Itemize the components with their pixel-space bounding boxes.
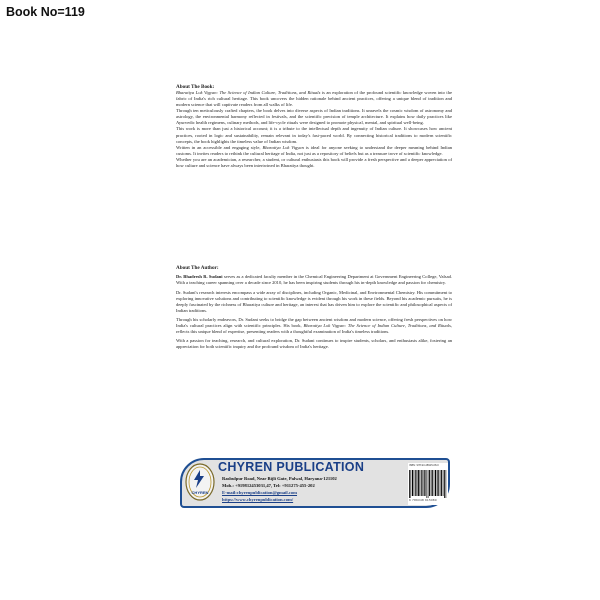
isbn-number: ISBN: 978-93-48915-08-0: [409, 464, 439, 467]
about-author-paragraph: Dr. Bhadresh R. Sudani serves as a dedicated faculty member in the Chemical Engineering Department at Government Engineering College, Valsad. With a teaching career spanning over a decade since 2010, he has been inspiring students through his in-depth knowledge and passion for chemistry.: [176, 274, 452, 286]
publisher-banner: [180, 458, 450, 508]
book-title: Bharatiya Lok Vigyan: The Science of Indian Culture, Traditions, and Rituals: [303, 323, 451, 329]
publisher-address: Rasbulpur Road, Near Bijli Gate, Palwal, Haryana-121102: [222, 476, 337, 481]
about-author-section: [176, 265, 452, 350]
book-title: Bharatiya Lok Vigyan: The Science of Indian Culture, Traditions, and Rituals: [176, 90, 321, 96]
about-author-heading: About The Author:: [176, 265, 219, 271]
about-author-paragraph: With a passion for teaching, research, and cultural exploration, Dr. Sudani continues to inspire students, scholars, and enthusiasts alike, fostering an appreciation for both scientific inquiry and the profound wisdom of India's heritage.: [176, 338, 452, 350]
publisher-email-link[interactable]: E-mail:chyrenpublication@gmail.com: [222, 490, 298, 495]
about-author-paragraph: Through his scholarly endeavors, Dr. Sudani seeks to bridge the gap between ancient wisdom and modern science, offering fresh perspectives on how India's cultural practices align with scientific principles. His book, Bharatiya Lok Vigyan: The Science of Indian Culture, Traditions, and Rituals, reflects this unique blend of expertise, presenting readers with a thoughtful examination of India's timeless traditions.: [176, 317, 452, 335]
barcode-icon: [409, 470, 447, 498]
about-book-paragraph: Through ten meticulously crafted chapters, the book delves into diverse aspects of Indian traditions. It unravels the cosmic wisdom of astronomy and astrology, the environmental harmony reflected in festivals, and the scientific precision of temple architecture. It explains how daily practices like Ayurvedic health regimens, culinary methods, and life-cycle rituals were designed to promote physical, mental, and spiritual well-being.: [176, 108, 452, 126]
about-author-paragraph: Dr. Sudani's research interests encompass a wide array of disciplines, including Organic, Medicinal, and Environmental Chemistry. His commitment to exploring innovative solutions and contributing to scientific knowledge is evident through his work in these fields. Beyond his academic pursuits, he is deeply fascinated by the richness of Bharatiya culture and heritage, an interest that has driven him to explore the scientific and philosophical aspects of Indian traditions.: [176, 289, 452, 313]
author-name: Dr. Bhadresh R. Sudani: [176, 274, 223, 280]
book-title: Bharatiya Lok Vigyan: [262, 144, 304, 150]
logo-wordmark: CHYREN: [191, 490, 209, 495]
about-book-paragraph: This work is more than just a historical account; it is a tribute to the intellectual depth and ingenuity of Indian culture. It showcases how ancient practices, rooted in logic and sustainability, remain relevant in today's fast-paced world. By connecting historical traditions to modern scientific concepts, the book highlights the timeless value of Indian wisdom.: [176, 126, 452, 144]
publisher-name: CHYREN PUBLICATION: [218, 460, 365, 474]
about-book-paragraph: Whether you are an academician, a researcher, a student, or cultural enthusiasts this book will provide a fresh perspective and a deeper appreciation of how culture and science have always been intertwined in Bharatiya thought.: [176, 156, 452, 168]
publisher-contact: Mob.: +919812453031,47, Tel: +911275-455-202: [222, 483, 315, 488]
about-book-section: [176, 84, 452, 169]
back-cover-text: [176, 84, 452, 504]
isbn-barcode: [408, 463, 448, 505]
book-number-label: Book No=119: [6, 5, 85, 19]
about-book-paragraph: Written in an accessible and engaging style, Bharatiya Lok Vigyan is ideal for anyone seeking to understand the deeper meaning behind Indian customs. It invites readers to rethink the cultural heritage of India, not just as a repository of beliefs but as a treasure trove of scientific knowledge.: [176, 144, 452, 156]
publisher-logo: [184, 462, 216, 504]
barcode-number: 9 789348 915080: [409, 498, 437, 502]
about-book-heading: About The Book:: [176, 84, 215, 90]
about-book-paragraph: Bharatiya Lok Vigyan: The Science of Indian Culture, Traditions, and Rituals is an exploration of the profound scientific knowledge woven into the fabric of India's rich cultural heritage. This book uncovers the hidden rationale behind ancient practices, offering a unique blend of tradition and modern science that will captivate readers from all walks of life.: [176, 90, 452, 108]
publisher-website-link[interactable]: https://www.chyrenpublication.com/: [222, 497, 294, 502]
